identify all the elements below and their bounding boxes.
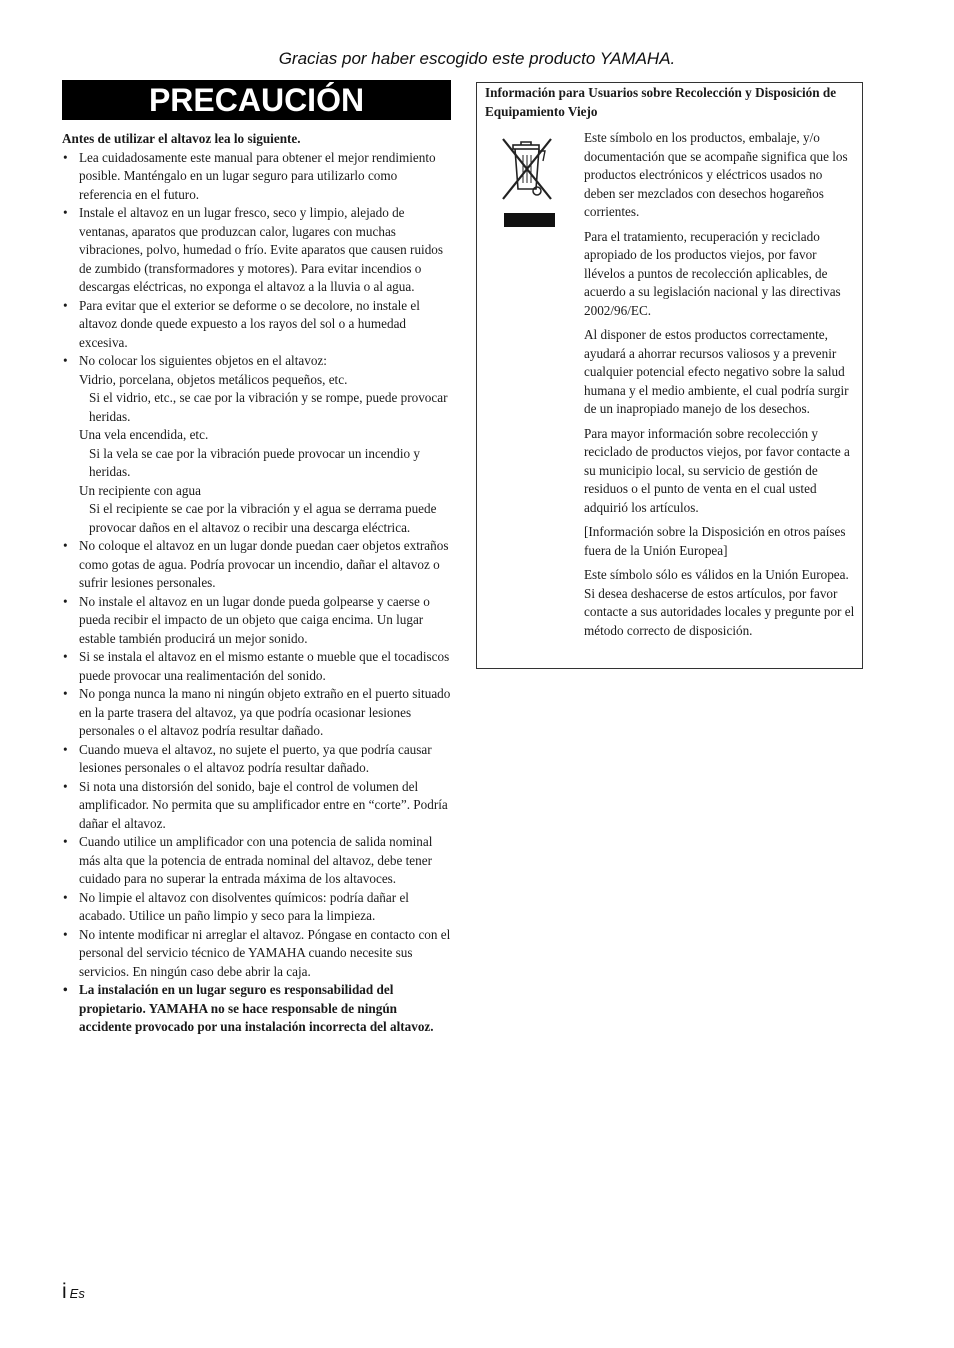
object-water-note: Si el recipiente se cae por la vibración y el agua se derrama puede provocar daños en el altavoz o recibir una descarga eléctrica.	[89, 501, 437, 535]
list-item: • Instale el altavoz en un lugar fresco, seco y limpio, alejado de ventanas, aparatos que produzcan calor, lugares con muchas vibraciones, polvo, humedad o frío. Evite aparatos que causen ruidos de zumbido (transformadores y motores). Para evitar incendios o descargas eléctricas, no exponga el altavoz a la lluvia o al agua.	[62, 204, 451, 297]
page-title: PRECAUCIÓN	[62, 80, 451, 120]
crossed-out-wheelie-bin-icon	[499, 137, 555, 234]
list-item: • No limpie el altavoz con disolventes químicos: podría dañar el acabado. Utilice un paño limpio y seco para la limpieza.	[62, 889, 451, 926]
precautions-intro: Antes de utilizar el altavoz lea lo siguiente.	[62, 131, 301, 146]
object-candle: Una vela encendida, etc.	[79, 427, 209, 442]
disposal-paragraph: Para mayor información sobre recolección y reciclado de productos viejos, por favor contacte a su municipio local, su servicio de gestión de residuos o el punto de venta en el cual usted adquirió los artículos.	[584, 425, 850, 515]
page-number: i	[62, 1280, 67, 1303]
list-item: • Si se instala el altavoz en el mismo estante o mueble que el tocadiscos puede provocar una realimentación del sonido.	[62, 648, 451, 685]
list-item: • No coloque el altavoz en un lugar donde puedan caer objetos extraños como gotas de agua. Podría provocar un incendio, dañar el altavoz o sufrir lesiones personales.	[62, 537, 451, 593]
disposal-paragraph: Para el tratamiento, recuperación y reciclado apropiado de los productos viejos, por favor llévelos a puntos de recolección aplicables, de acuerdo a su legislación nacional y las directivas 2002/96/EC.	[584, 228, 841, 318]
list-item-objects	[62, 352, 451, 537]
precautions-section	[62, 130, 451, 1037]
disposal-paragraph: Este símbolo sólo es válidos en la Unión Europea. Si desea deshacerse de estos artículos, por favor contacte a sus autoridades locales y pregunte por el método correcto de disposición.	[584, 567, 855, 638]
page-footer	[62, 1280, 85, 1304]
list-item: • No ponga nunca la mano ni ningún objeto extraño en el puerto situado en la parte trasera del altavoz, ya que podría ocasionar lesiones personales o el altavoz podría resultar dañado.	[62, 685, 451, 741]
disposal-paragraph: Al disponer de estos productos correctamente, ayudará a ahorrar recursos valiosos y a prevenir cualquier potencial efecto negativo sobre la salud humana y el medio ambiente, el cual podría surgir de un inapropiado manejo de los desechos.	[584, 327, 849, 416]
object-glass: Vidrio, porcelana, objetos metálicos pequeños, etc.	[79, 371, 348, 387]
disposal-paragraph: Este símbolo en los productos, embalaje, y/o documentación que se acompañe significa que los productos electrónicos y eléctricos usados no deben ser mezclados con desechos hogareños corrientes.	[584, 130, 848, 219]
list-item: • Cuando mueva el altavoz, no sujete el puerto, ya que podría causar lesiones personales o el altavoz podría resultar dañado.	[62, 741, 451, 778]
precautions-list	[62, 149, 451, 1037]
disposal-paragraph: [Información sobre la Disposición en otros países fuera de la Unión Europea]	[584, 524, 846, 558]
list-item-responsibility: • La instalación en un lugar seguro es responsabilidad del propietario. YAMAHA no se hace responsable de ningún accidente provocado por una instalación incorrecta del altavoz.	[62, 981, 451, 1037]
language-code: Es	[69, 1286, 85, 1301]
object-glass-note: Si el vidrio, etc., se cae por la vibración y se rompe, puede provocar heridas.	[89, 390, 448, 424]
list-item: • Lea cuidadosamente este manual para obtener el mejor rendimiento posible. Manténgalo en un lugar seguro para utilizarlo como referencia en el futuro.	[62, 149, 451, 205]
disposal-title: Información para Usuarios sobre Recolección y Disposición de Equipamiento Viejo	[485, 85, 837, 119]
tagline: Gracias por haber escogido este producto YAMAHA.	[278, 49, 676, 68]
list-item: • No intente modificar ni arreglar el altavoz. Póngase en contacto con el personal del servicio técnico de YAMAHA cuando necesite sus servicios. En ningún caso debe abrir la caja.	[62, 926, 451, 982]
object-candle-note: Si la vela se cae por la vibración puede provocar un incendio y heridas.	[89, 445, 421, 479]
disposal-text	[584, 129, 856, 646]
list-item: • Cuando utilice un amplificador con una potencia de salida nominal más alta que la potencia de entrada nominal del altavoz, debe tener cuidado para no superar la entrada máxima de los altavoces.	[62, 833, 451, 889]
list-item: • No instale el altavoz en un lugar donde pueda golpearse y caerse o pueda recibir el impacto de un objeto que caiga encima. Un lugar estable también producirá un mejor sonido.	[62, 593, 451, 649]
objects-heading: • No colocar los siguientes objetos en el altavoz:	[79, 353, 327, 368]
disposal-info-box	[476, 82, 863, 669]
list-item: • Para evitar que el exterior se deforme o se decolore, no instale el altavoz donde quede expuesto a los rayos del sol o a humedad excesiva.	[62, 297, 451, 353]
list-item: • Si nota una distorsión del sonido, baje el control de volumen del amplificador. No permita que su amplificador entre en “corte”. Podría dañar el altavoz.	[62, 778, 451, 834]
object-water: Un recipiente con agua	[79, 482, 201, 498]
